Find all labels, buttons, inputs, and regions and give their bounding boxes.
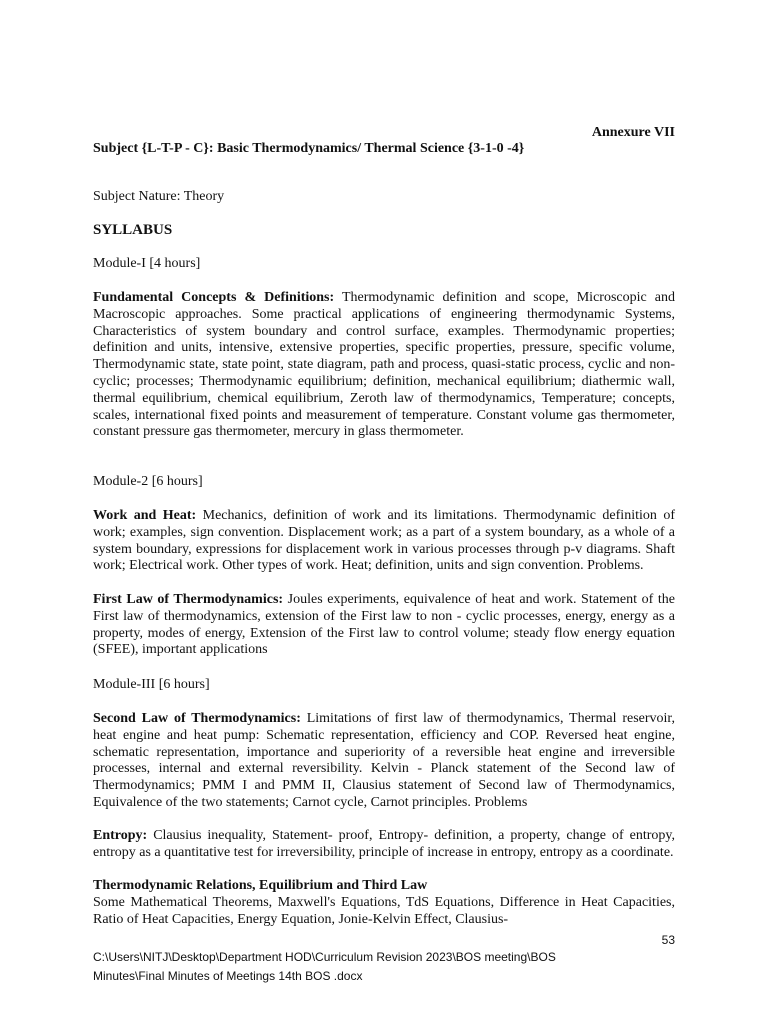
- work-heat-text: Mechanics, definition of work and its limitations. Thermodynamic definition of work; examples, sign convention. Displacement work; as a part of a system boundary, as a whole of a system boundary, expressions for displacement work in various processes through p-v diagrams. Shaft work; Electrical work. Other types of work. Heat; definition, units and sign convention. Problems.: [93, 508, 675, 574]
- entropy-paragraph: [93, 828, 675, 862]
- entropy-text: Clausius inequality, Statement- proof, Entropy- definition, a property, change of entropy, entropy as a quantitative test for irreversibility, principle of increase in entropy, entropy as a coordinate.: [93, 828, 675, 860]
- second-law-heading: Second Law of Thermodynamics:: [93, 711, 301, 726]
- module-2-title: Module-2 [6 hours]: [93, 474, 203, 489]
- thermo-relations-text: Some Mathematical Theorems, Maxwell's Equations, TdS Equations, Difference in Heat Capacities, Ratio of Heat Capacities, Energy Equation, Jonie-Kelvin Effect, Clausius-: [93, 894, 675, 927]
- fundamental-concepts-heading: Fundamental Concepts & Definitions:: [93, 290, 335, 305]
- footer-path-line-1: C:\Users\NITJ\Desktop\Department HOD\Curriculum Revision 2023\BOS meeting\BOS: [93, 950, 556, 964]
- module-3-title: Module-III [6 hours]: [93, 677, 210, 692]
- work-heat-paragraph: [93, 508, 675, 575]
- first-law-heading: First Law of Thermodynamics:: [93, 592, 284, 607]
- first-law-paragraph: [93, 592, 675, 659]
- footer-file-path: [93, 948, 653, 986]
- second-law-text: Limitations of first law of thermodynamics, Thermal reservoir, heat engine and heat pump: Schematic representation, efficiency and COP. Reversed heat engine, schematic representation, importance and superiority of a reversible heat engine and irreversible processes, internal and external reversibility. Kelvin - Planck statement of the Second law of Thermodynamics; PMM I and PMM II, Clausius statement of Second law of Thermodynamics, Equivalence of the two statements; Carnot cycle, Carnot principles. Problems: [93, 711, 676, 810]
- subject-nature: Subject Nature: Theory: [93, 189, 225, 204]
- page-number: 53: [661, 933, 675, 947]
- module-1-paragraph: [93, 290, 675, 441]
- subject-title: Subject {L-T-P - C}: Basic Thermodynamics/ Thermal Science {3-1-0 -4}: [93, 141, 525, 156]
- syllabus-heading: SYLLABUS: [93, 222, 173, 238]
- thermo-relations-paragraph: [93, 878, 675, 928]
- footer-path-line-2: Minutes\Final Minutes of Meetings 14th BOS .docx: [93, 969, 363, 983]
- fundamental-concepts-text: Thermodynamic definition and scope, Microscopic and Macroscopic approaches. Some practical applications of engineering thermodynamic Systems, Characteristics of system boundary and control surface, examples. Thermodynamic properties; definition and units, intensive, extensive properties, specific properties, pressure, specific volume, Thermodynamic state, state point, state diagram, path and process, quasi-static process, cyclic and non-cyclic; processes; Thermodynamic equilibrium; definition, mechanical equilibrium; diathermic wall, thermal equilibrium, chemical equilibrium, Zeroth law of thermodynamics, Temperature; concepts, scales, international fixed points and measurement of temperature. Constant volume gas thermometer, constant pressure gas thermometer, mercury in glass thermometer.: [93, 290, 675, 440]
- work-heat-heading: Work and Heat:: [93, 508, 197, 523]
- module-1-title: Module-I [4 hours]: [93, 256, 201, 271]
- second-law-paragraph: [93, 711, 675, 812]
- first-law-text: Joules experiments, equivalence of heat and work. Statement of the First law of thermodynamics, extension of the First law to non - cyclic processes, energy, energy as a property, modes of energy, Extension of the First law to control volume; steady flow energy equation (SFEE), important applications: [93, 592, 675, 658]
- entropy-heading: Entropy:: [93, 828, 148, 843]
- thermo-relations-heading: Thermodynamic Relations, Equilibrium and Third Law: [93, 878, 428, 893]
- annexure-label: Annexure VII: [591, 125, 675, 140]
